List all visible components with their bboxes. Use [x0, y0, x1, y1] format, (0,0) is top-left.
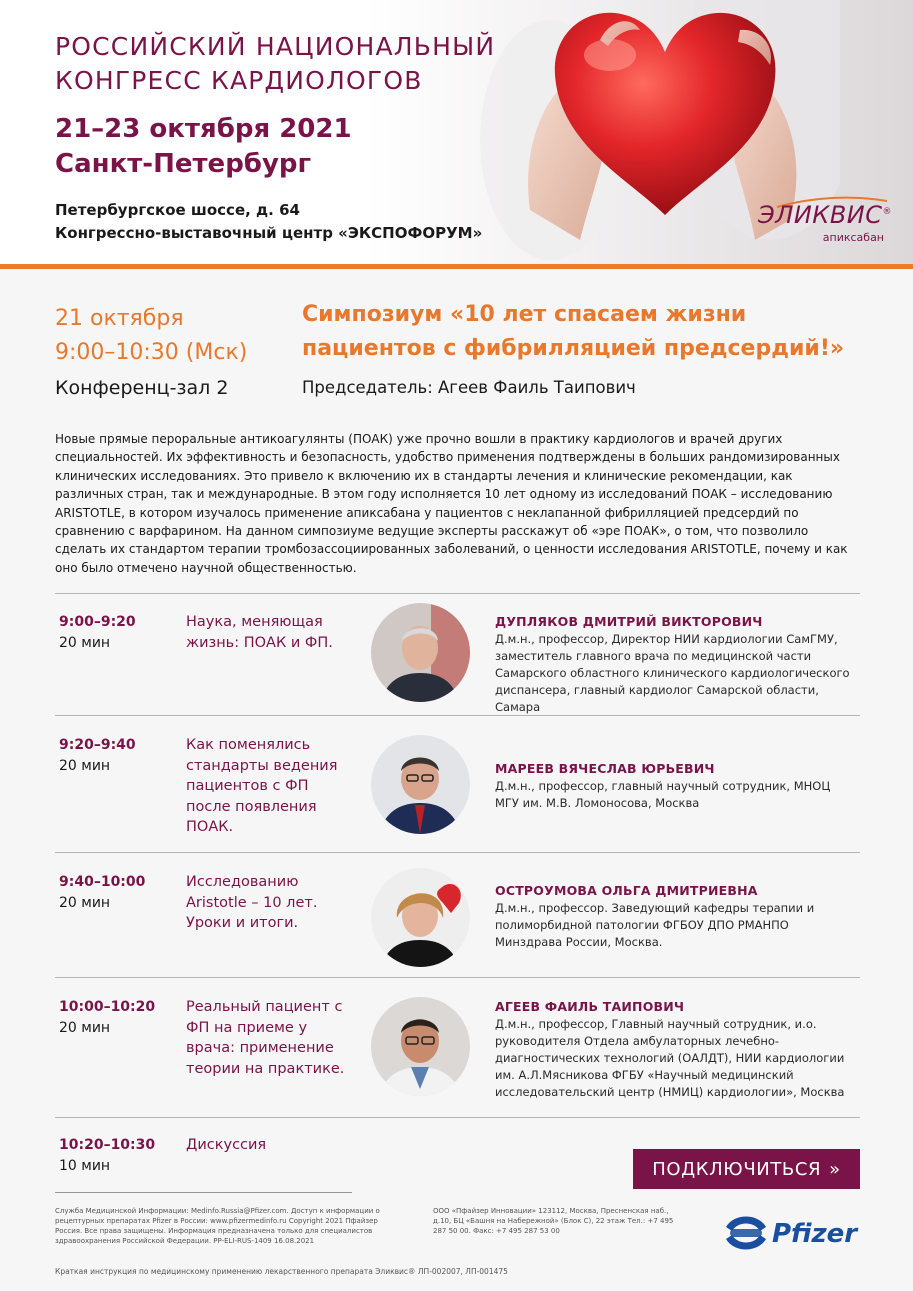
slot-time: 9:40–10:00	[59, 874, 146, 890]
address-line1: Петербургское шоссе, д. 64	[55, 201, 300, 219]
speaker-name: ОСТРОУМОВА ОЛЬГА ДМИТРИЕВНА	[495, 883, 758, 898]
congress-title	[55, 30, 525, 98]
slot-topic: Как поменялись стандарты ведения пациентов с ФП после появления ПОАК.	[186, 737, 338, 835]
congress-address	[55, 199, 482, 245]
slot-time: 9:00–9:20	[59, 614, 136, 630]
pfizer-wordmark: Pfizer	[772, 1219, 858, 1249]
address-line2: Конгрессно-выставочный центр «ЭКСПОФОРУМ»	[55, 224, 483, 242]
double-chevron-right-icon: »	[829, 1158, 841, 1180]
brand-subtitle: апиксабан	[822, 231, 884, 244]
event-date: 21 октября	[55, 306, 184, 331]
slot-duration: 10 мин	[59, 1158, 111, 1174]
brand-registered-mark: ®	[882, 207, 892, 217]
speaker-portrait-icon	[371, 735, 470, 834]
slot-time: 9:20–9:40	[59, 737, 136, 753]
slot-time: 10:20–10:30	[59, 1137, 156, 1153]
speaker-name: ДУПЛЯКОВ ДМИТРИЙ ВИКТОРОВИЧ	[495, 614, 763, 629]
slot-topic: Реальный пациент с ФП на приеме у врача: применение теории на практике.	[186, 999, 345, 1077]
speaker-description: Д.м.н., профессор. Заведующий кафедры терапии и полиморбидной патологии ФГБОУ ДПО РМАНПО Минздрава России, Москва.	[495, 901, 815, 949]
slot-topic: Исследованию Aristotle – 10 лет. Уроки и итоги.	[186, 874, 318, 931]
eliquis-logo	[752, 195, 912, 250]
pfizer-pill-icon	[720, 1207, 772, 1259]
footer-company-address: ООО «Пфайзер Инновации» 123112, Москва, Пресненская наб., д.10, БЦ «Башня на Набережной» (Блок С), 22 этаж Тел.: +7 495 287 50 00. Факс: +7 495 287 53 00	[433, 1207, 674, 1235]
row-divider	[55, 715, 860, 716]
slot-duration: 20 мин	[59, 1020, 111, 1036]
speaker-description: Д.м.н., профессор, Директор НИИ кардиологии СамГМУ, заместитель главного врача по медицинской части Самарского областного клинического кардиологического диспансера, главный кардиолог Самарской области, Самара	[495, 632, 850, 714]
congress-title-line1: РОССИЙСКИЙ НАЦИОНАЛЬНЫЙ	[55, 32, 496, 61]
row-divider	[55, 977, 860, 978]
intro-paragraph: Новые прямые пероральные антикоагулянты (ПОАК) уже прочно вошли в практику кардиологов и врачей других специальностей. Их эффективность и безопасность, удобство применения подтверждены в больших рандомизированных клинических исследованиях. Это привело к включению их в стандарты лечения и клинические рекомендации, как различных стран, так и международные. В этом году исполняется 10 лет одному из исследований ПОАК – исследованию ARISTOTLE, в котором изучалось применение апиксабана у пациентов с неклапанной фибрилляцией предсердий по сравнению с варфарином. На данном симпозиуме ведущие эксперты расскажут об «эре ПОАК», о том, что позволило сделать их стандартом терапии тромбозассоциированных заболеваний, о ценности исследования ARISTOTLE, почему и как оно было отмечено научной общественностью.	[55, 432, 848, 575]
header-banner	[0, 0, 913, 266]
slot-topic: Наука, меняющая жизнь: ПОАК и ФП.	[186, 614, 333, 651]
slot-duration: 20 мин	[59, 758, 111, 774]
speaker-description: Д.м.н., профессор, главный научный сотрудник, МНОЦ МГУ им. М.В. Ломоносова, Москва	[495, 779, 831, 810]
speaker-description: Д.м.н., профессор, Главный научный сотрудник, и.о. руководителя Отдела амбулаторных лечебно-диагностических технологий (ОАЛДТ), НИИ кардиологии им. А.Л.Мясникова ФГБУ «Научный медицинский исследовательский центр (НМИЦ) кардиологии», Москва	[495, 1017, 845, 1099]
congress-title-line2: КОНГРЕСС КАРДИОЛОГОВ	[55, 66, 423, 95]
footer-instruction-note: Краткая инструкция по медицинскому применению лекарственного препарата Эликвис® ЛП-002007, ЛП-001475	[55, 1267, 508, 1276]
speaker-photo	[371, 868, 470, 967]
symposium-title-line2: пациентов с фибрилляцией предсердий!»	[302, 336, 845, 361]
brand-name	[758, 201, 892, 229]
speaker-photo	[371, 735, 470, 834]
congress-city: Санкт-Петербург	[55, 149, 312, 179]
connect-button[interactable]	[633, 1149, 860, 1189]
speaker-name: АГЕЕВ ФАИЛЬ ТАИПОВИЧ	[495, 999, 685, 1014]
speaker-photo	[371, 997, 470, 1096]
speaker-portrait-icon	[371, 997, 470, 1096]
congress-dates: 21–23 октября 2021	[55, 114, 352, 144]
speaker-portrait-icon	[371, 868, 470, 967]
slot-time: 10:00–10:20	[59, 999, 156, 1015]
symposium-chair: Председатель: Агеев Фаиль Таипович	[302, 378, 636, 397]
pfizer-logo	[720, 1205, 865, 1260]
slot-duration: 20 мин	[59, 635, 111, 651]
brand-name-text: ЭЛИКВИС	[758, 201, 883, 229]
slot-topic: Дискуссия	[186, 1137, 267, 1153]
slot-duration: 20 мин	[59, 895, 111, 911]
footer-medical-info: Служба Медицинской Информации: Medinfo.Russia@Pfizer.com. Доступ к информации о рецептурных препаратах Pfizer в России: www.pfizermedinfo.ru Copyright 2021 Пфайзер Россия. Все права защищены. Информация предназначена только для специалистов здравоохранения Российской Федерации. PP-ELI-RUS-1409 16.08.2021	[55, 1207, 380, 1245]
row-divider	[55, 852, 860, 853]
event-hall: Конференц-зал 2	[55, 377, 229, 399]
event-time: 9:00–10:30 (Мск)	[55, 340, 248, 365]
symposium-title-line1: Симпозиум «10 лет спасаем жизни	[302, 302, 747, 327]
row-divider	[55, 593, 860, 594]
connect-button-label: ПОДКЛЮЧИТЬСЯ	[652, 1158, 822, 1180]
row-divider	[55, 1117, 860, 1118]
speaker-name: МАРЕЕВ ВЯЧЕСЛАВ ЮРЬЕВИЧ	[495, 761, 715, 776]
speaker-photo	[371, 603, 470, 702]
speaker-portrait-icon	[371, 603, 470, 702]
footer-divider	[55, 1192, 352, 1193]
symposium-title	[302, 298, 882, 366]
